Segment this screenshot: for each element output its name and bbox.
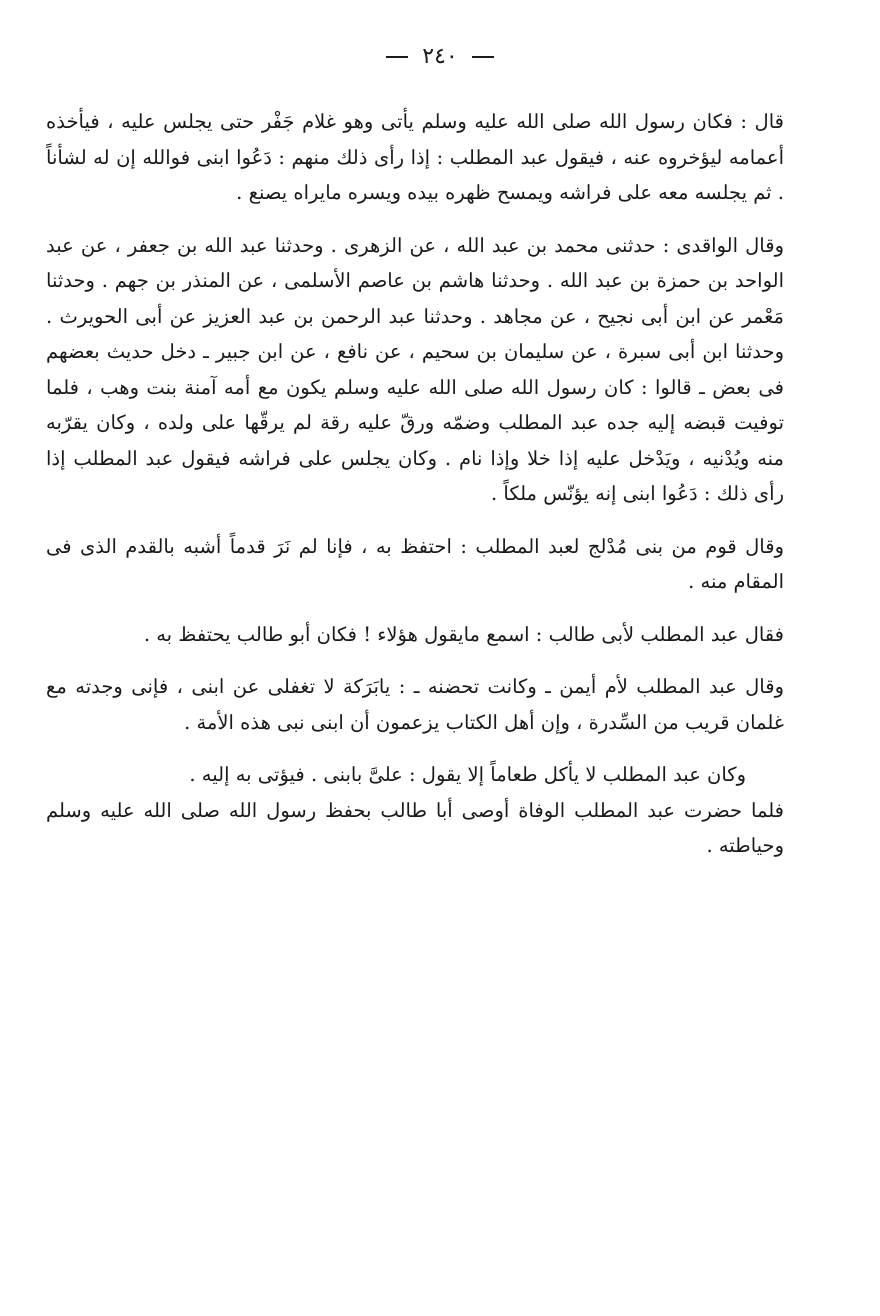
page-number: ٢٤٠ xyxy=(422,44,458,69)
paragraph: وكان عبد المطلب لا يأكل طعاماً إلا يقول : علىَّ بابنى . فيؤتى به إليه . xyxy=(189,763,746,786)
main-text xyxy=(46,104,784,864)
header-dash-left xyxy=(386,56,408,58)
paragraph: وقال الواقدى : حدثنى محمد بن عبد الله ، عن الزهرى . وحدثنا عبد الله بن جعفر ، عن عبد الواحد بن حمزة بن عبد الله . وحدثنا هاشم بن عاصم الأسلمى ، عن المنذر بن جهم . وحدثنا مَعْمر عن ابن أبى نجيح ، عن مجاهد . وحدثنا عبد الرحمن بن عبد العزيز عن أبى الحويرث . وحدثنا ابن أبى سبرة ، عن سليمان بن سحيم ، عن نافع ، عن ابن جبير ـ دخل حديث بعضهم فى بعض ـ قالوا : كان رسول الله صلى الله عليه وسلم يكون مع أمه آمنة بنت وهب ، فلما توفيت قبضه إليه جده عبد المطلب وضمّه ورقّ عليه رقة لم يرقّها على ولده ، وكان يقرّبه منه ويُدْنيه ، ويَدْخل عليه إذا خلا وإذا نام . وكان يجلس على فراشه فيقول عبد المطلب إذا رأى ذلك : دَعُوا ابنى إنه يؤنّس ملكاً . xyxy=(46,233,784,505)
paragraph: وقال عبد المطلب لأم أيمن ـ وكانت تحضنه ـ : يابَرَكة لا تغفلى عن ابنى ، فإنى وجدته مع غلمان قريب من السِّدرة ، وإن أهل الكتاب يزعمون أن ابنى نبى هذه الأمة . xyxy=(46,675,784,734)
header-dash-right xyxy=(472,56,494,58)
page-header xyxy=(0,44,880,69)
paragraph: فقال عبد المطلب لأبى طالب : اسمع مايقول هؤلاء ! فكان أبو طالب يحتفظ به . xyxy=(143,622,784,646)
paragraph: فلما حضرت عبد المطلب الوفاة أوصى أبا طالب بحفظ رسول الله صلى الله عليه وسلم وحياطته . xyxy=(46,798,784,857)
paragraph: وقال قوم من بنى مُدْلج لعبد المطلب : احتفظ به ، فإنا لم نَرَ قدماً أشبه بالقدم الذى فى المقام منه . xyxy=(46,534,784,593)
paragraph: قال : فكان رسول الله صلى الله عليه وسلم يأتى وهو غلام جَفْر حتى يجلس عليه ، فيأخذه أعمامه ليؤخروه عنه ، فيقول عبد المطلب : إذا رأى ذلك منهم : دَعُوا ابنى فوالله إن له لشأناً . ثم يجلسه معه على فراشه ويمسح ظهره بيده ويسره مايراه يصنع . xyxy=(46,110,784,204)
